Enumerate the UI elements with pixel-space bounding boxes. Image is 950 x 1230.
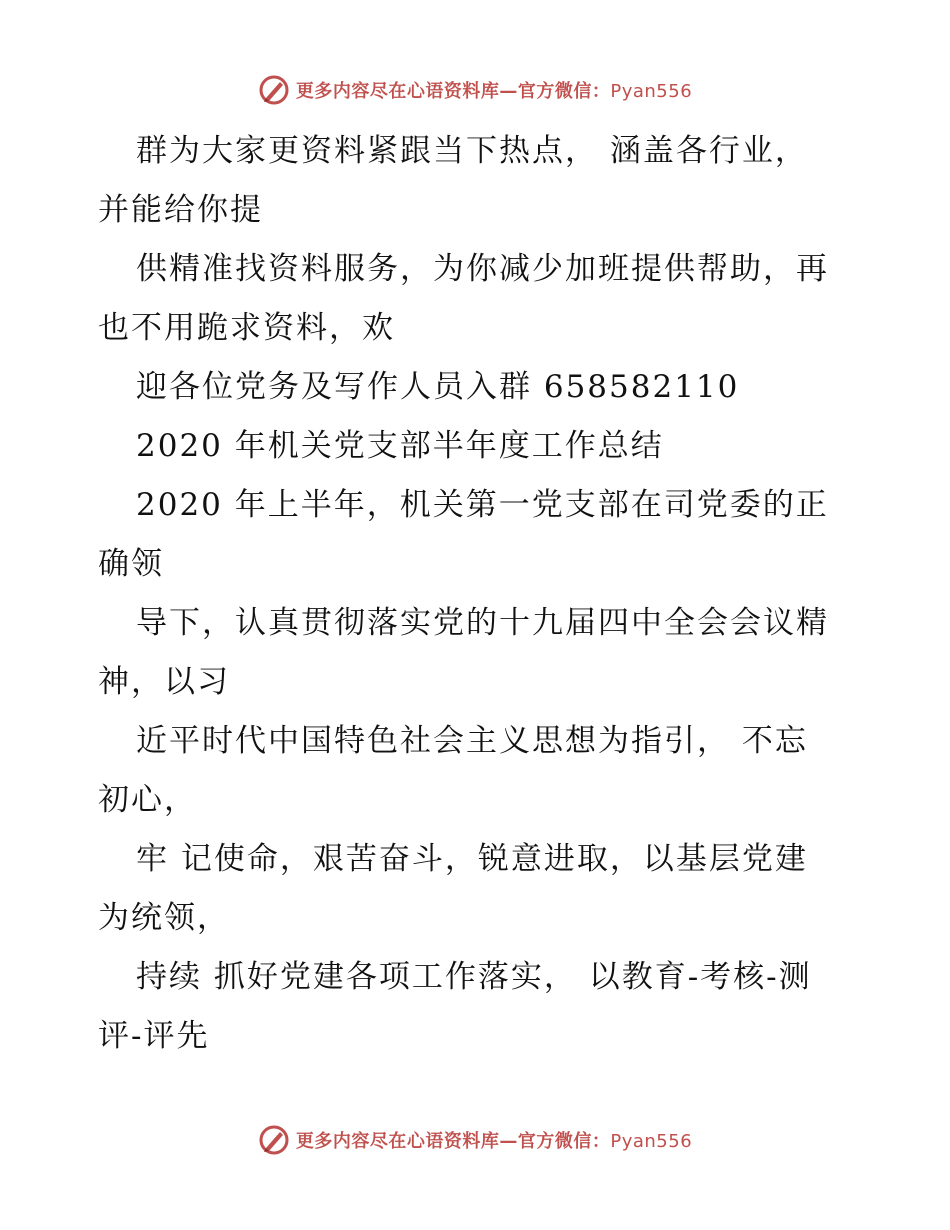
text-line: 确领 [98, 546, 164, 582]
text-line: 并能给你提 [98, 192, 263, 228]
pen-logo-icon [258, 74, 290, 106]
banner-text [296, 77, 692, 103]
text-line: 为统领， [98, 900, 230, 936]
text-line: 迎各位党务及写作人员入群 658582110 [136, 369, 740, 405]
text-line: 初心， [98, 782, 197, 818]
banner-title: 更多内容尽在心语资料库—官方微信： [295, 81, 611, 102]
text-line: 牢 记使命，艰苦奋斗，锐意进取，以基层党建 [136, 841, 808, 877]
text-line: 群为大家更资料紧跟当下热点， 涵盖各行业， [136, 133, 808, 169]
text-line: 2020 年上半年，机关第一党支部在司党委的正 [136, 487, 829, 523]
text-line: 评-评先 [98, 1018, 210, 1054]
text-line: 供精准找资料服务，为你减少加班提供帮助，再 [136, 251, 829, 287]
text-line: 导下，认真贯彻落实党的十九届四中全会会议精 [136, 605, 829, 641]
header-banner [0, 70, 950, 110]
text-line: 神，以习 [98, 664, 230, 700]
banner-wechat-id: Pyan556 [610, 1131, 693, 1152]
document-body [98, 122, 858, 1066]
footer-banner [0, 1120, 950, 1160]
banner-title: 更多内容尽在心语资料库—官方微信： [295, 1131, 611, 1152]
text-line: 近平时代中国特色社会主义思想为指引， 不忘 [136, 723, 808, 759]
text-line: 持续 抓好党建各项工作落实， 以教育-考核-测 [136, 959, 812, 995]
document-title: 2020 年机关党支部半年度工作总结 [136, 428, 664, 464]
banner-text [296, 1127, 692, 1153]
banner-wechat-id: Pyan556 [610, 81, 693, 102]
text-line: 也不用跪求资料，欢 [98, 310, 395, 346]
pen-logo-icon [258, 1124, 290, 1156]
